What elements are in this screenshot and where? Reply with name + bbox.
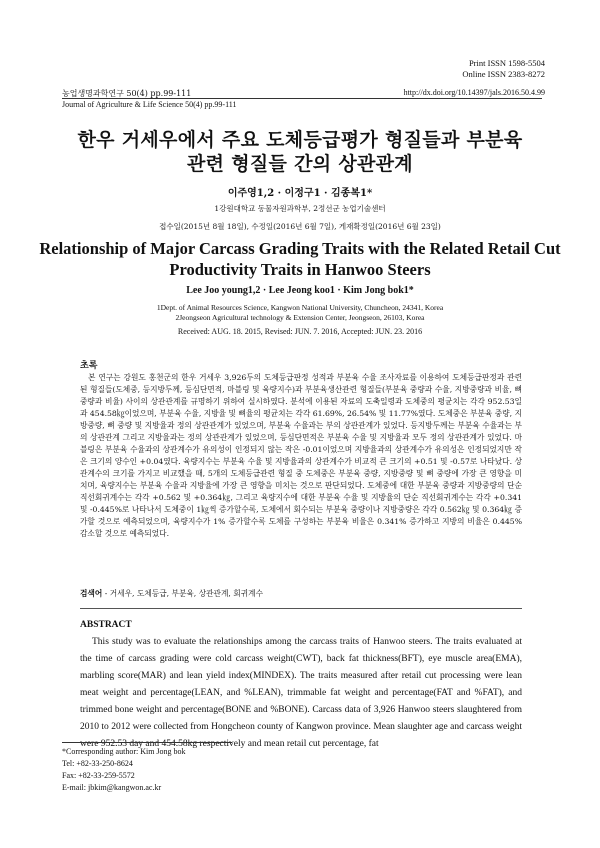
korean-affiliations: 1강원대학교 동물자원과학부, 2정선군 농업기술센터 [214, 204, 386, 213]
korean-title-line2: 관련 형질들 간의 상관관계 [187, 153, 413, 175]
english-title-line1: Relationship of Major Carcass Grading Traits with the Related Retail Cut [39, 239, 561, 258]
doi-link[interactable]: http://dx.doi.org/10.14397/jals.2016.50.4.99 [403, 88, 545, 97]
journal-citation-english: Journal of Agriculture & Life Science 50(4) pp.99-111 [62, 100, 237, 109]
email[interactable]: E-mail: jbkim@kangwon.ac.kr [62, 783, 162, 792]
issn-print: Print ISSN 1598-5504 [468, 58, 545, 68]
korean-title-line1: 한우 거세우에서 주요 도체등급평가 형질들과 부분육 [77, 129, 523, 151]
issn-block [462, 58, 545, 80]
korean-keywords [80, 588, 522, 599]
korean-abstract-heading: 초록 [80, 361, 98, 371]
footnote-divider [62, 742, 232, 743]
english-affiliations [40, 303, 560, 323]
header-divider [62, 98, 542, 99]
fax: Fax: +82-33-259-5572 [62, 771, 135, 780]
keywords-list: - 거세우, 도체등급, 부분육, 상관관계, 회귀계수 [104, 589, 263, 598]
english-affiliation-1: 1Dept. of Animal Resources Science, Kangwon National University, Chuncheon, 24341, Korea [156, 303, 444, 312]
journal-citation-korean: 농업생명과학연구 50(4) pp.99-111 [62, 89, 192, 98]
english-dates: Received: AUG. 18. 2015, Revised: JUN. 7. 2016, Accepted: JUN. 23. 2016 [177, 327, 423, 336]
korean-title [40, 128, 560, 176]
english-abstract-heading: ABSTRACT [80, 620, 132, 630]
english-abstract-body: This study was to evaluate the relationships among the carcass traits of Hanwoo steers. The traits evaluated at the time of carcass grading were cold carcass weight(CWT), back fat thickness(BFT), eye muscle area(EMA), marbling score(MAR) and lean yield index(MINDEX). The traits measured after retail cut processing were lean meat weight and percentage(LEAN, and %LEAN), trimmable fat weight and percentage(FAT and %FAT), and trimmed bone weight and percentage(BONE and %BONE). Carcass data of 3,926 Hanwoo steers slaughtered from 2010 to 2012 were collected from Hongcheon county of Kangwon province. Mean slaughter age and carcass weight were 952.53 day and 454.58kg respectively and mean retail cut percentage, fat [80, 637, 522, 749]
english-title [30, 238, 570, 280]
english-authors: Lee Joo young1,2 · Lee Jeong koo1 · Kim Jong bok1* [186, 285, 414, 296]
korean-authors: 이주영1,2 · 이정구1 · 김종복1* [227, 188, 373, 199]
keywords-label: 검색어 [80, 589, 103, 598]
english-affiliation-2: 2Jeongseon Agricultural technology & Extension Center, Jeongseon, 26103, Korea [175, 313, 425, 322]
korean-dates: 접수일(2015년 8월 18일), 수정일(2016년 6월 7일), 게재확정일(2016년 6월 23일) [159, 222, 441, 231]
english-title-line2: Productivity Traits in Hanwoo Steers [169, 260, 431, 279]
korean-abstract-body: 본 연구는 강원도 홍천군의 한우 거세우 3,926두의 도체등급판정 성적과 부분육 수율 조사자료를 이용하여 도체등급판정과 관련된 형질들(도체중, 등지방두께, 등심단면적, 마블링 및 육량지수)과 부분육생산관련 형질들(부분육 중량과 수율, 지방중량과 비율, 뼈 중량과 비율) 사이의 상관관계를 규명하기 위하여 실시하였다. 분석에 이용된 자료의 도축일령과 도체중의 평균치는 각각 952.53일과 454.58㎏이었으며, 부분육 수율, 지방율 및 뼈율의 평균치는 각각 61.69%, 26.54% 및 11.77%였다. 도체중은 부분육 중량, 지방중량, 뼈 중량 및 지방율과 정의 상관관계가 있었으며, 부분육 수율과는 부의 상관관계가 있었다. 등지방두께는 부분육 수율과는 부의 상관관계 그리고 지방율과는 정의 상관관계가 있었으며, 등심단면적은 부분육 수율 및 지방율과 모두 정의 상관관계가 있었다. 마블링은 부분육 수율과의 상관계수가 유의성이 인정되지 않는 작은 -0.01이었으며 지방율과의 상관계수가 유의성은 인정되었지만 작은 크기의 양수인 +0.04였다. 육량지수는 부분육 수율 및 지방율과의 상관계수가 비교적 큰 크기의 +0.51 및 -0.57로 나타났다. 상관계수의 크기를 가지고 비교했을 때, 5개의 도체등급관련 형질 중 도체중은 부분육 중량, 지방중량 및 뼈 중량에 가장 큰 영향을 미치며, 육량지수는 부분육 수율과 지방율에 가장 큰 영향을 미치는 것으로 판단되었다. 도체중에 대한 부분육 중량과 지방중량의 단순 직선회귀계수는 각각 +0.562 및 +0.364㎏, 그리고 육량지수에 대한 부분육 수율 및 지방율의 단순 직선회귀계수는 각각 +0.341 및 -0.445%로 나타나서 도체중이 1㎏씩 증가할수록, 도체에서 회수되는 부분육 중량이나 지방중량은 각각 0.562㎏ 및 0.364㎏ 증가할 것으로 예측되었으며, 육량지수가 1% 증가할수록 도체를 구성하는 부분육 비율은 0.341% 증가하고 지방의 비율은 0.445% 감소할 것으로 예측되었다. [80, 373, 522, 538]
abstract-divider [80, 608, 522, 609]
telephone: Tel: +82-33-250-8624 [62, 759, 133, 768]
issn-online: Online ISSN 2383-8272 [462, 69, 545, 79]
footnote [62, 746, 186, 794]
corresponding-author: *Corresponding author: Kim Jong bok [62, 747, 186, 756]
